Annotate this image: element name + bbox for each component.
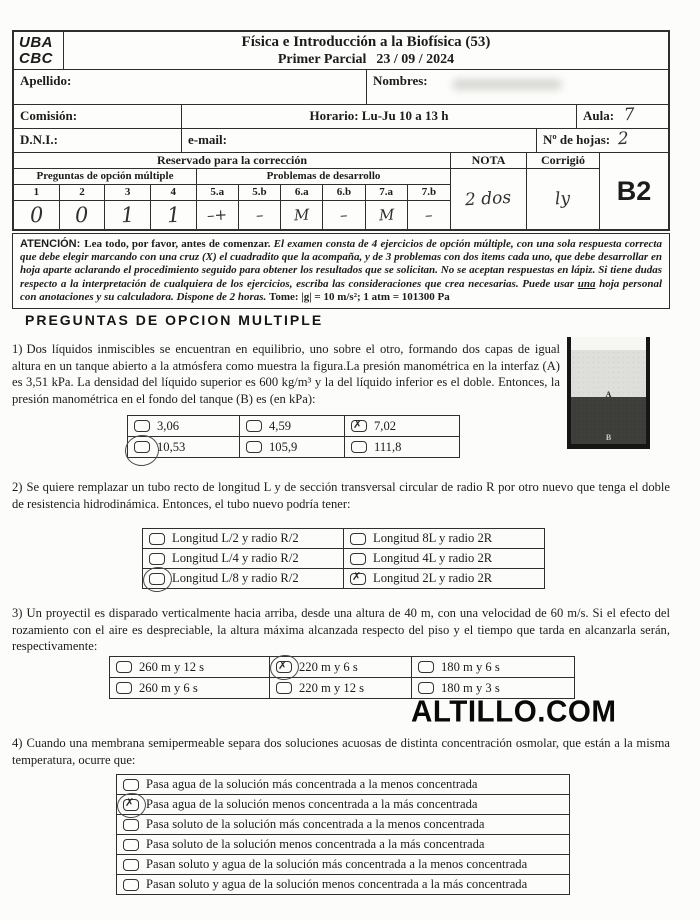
question-4-text <box>12 735 670 768</box>
option <box>350 571 538 586</box>
nota-cell <box>451 153 527 229</box>
option <box>149 551 337 566</box>
mark-q4 <box>151 201 197 229</box>
mark-5b <box>239 201 281 229</box>
checkbox-icon <box>351 441 367 453</box>
option-label: Pasa agua de la solución menos concentrada a la más concentrada <box>146 797 478 811</box>
option-label: 220 m y 6 s <box>299 659 358 674</box>
question-3-number: 3) <box>12 606 23 620</box>
altillo-watermark: ALTILLO.COM <box>410 695 617 729</box>
mark-6b <box>323 201 365 229</box>
option <box>276 681 405 696</box>
checkbox-icon <box>134 441 150 453</box>
exam-subtitle <box>64 52 668 68</box>
question-4-number: 4) <box>12 736 23 750</box>
question-3-text <box>12 605 670 655</box>
checkbox-icon <box>116 682 132 694</box>
option-label: Longitud L/4 y radio R/2 <box>172 551 299 565</box>
option <box>149 571 337 586</box>
option-label: Pasa soluto de la solución más concentrada a la menos concentrada <box>146 817 485 831</box>
mark-7b-value: – <box>424 205 434 225</box>
mark-6a-value: M <box>293 205 310 225</box>
option-label: 180 m y 6 s <box>441 659 500 674</box>
col-5b: 5.b <box>239 185 281 200</box>
option <box>350 551 538 566</box>
checkbox-icon <box>350 570 366 585</box>
option-label: Longitud 4L y radio 2R <box>373 551 493 565</box>
attention-lead: Lea todo, por favor, antes de comenzar. <box>84 238 271 250</box>
option <box>246 440 338 455</box>
comision-row <box>14 105 668 129</box>
question-4-body: Cuando una membrana semipermeable separa dos soluciones acuosas de distinta concentración osmolar, que están a la misma temperatura, ocurre que: <box>12 736 670 767</box>
option <box>123 817 563 832</box>
x-mark-icon: ✗ <box>125 796 135 809</box>
x-mark-icon: ✗ <box>353 417 363 431</box>
aula-field <box>577 105 668 128</box>
nota-handwritten-value: 2 dos <box>464 187 513 211</box>
checkbox-icon <box>418 682 434 694</box>
option-label: Pasa agua de la solución más concentrada a la menos concentrada <box>146 777 478 791</box>
checkbox-icon <box>123 819 139 831</box>
option-label: Pasa soluto de la solución menos concentrada a la más concentrada <box>146 837 485 851</box>
aula-handwritten-value: 7 <box>623 104 636 126</box>
logo-line-cbc: CBC <box>19 49 53 67</box>
question-3-options-table <box>109 656 575 699</box>
course-title: Física e Introducción a la Biofísica (53) <box>241 34 491 50</box>
corrector-signature: ly <box>554 188 572 210</box>
mark-q1-value: 0 <box>29 202 44 228</box>
nombres-field <box>367 70 668 104</box>
col-7a: 7.a <box>366 185 408 200</box>
option-label: 4,59 <box>269 418 292 433</box>
mark-q4-value: 1 <box>165 202 181 228</box>
table-row <box>117 775 570 795</box>
mark-q2-value: 0 <box>74 202 90 228</box>
option <box>123 837 563 852</box>
checkbox-icon <box>149 533 165 545</box>
mark-5a <box>197 201 239 229</box>
checkbox-icon <box>350 553 366 565</box>
col-6a: 6.a <box>281 185 323 200</box>
option <box>149 531 337 546</box>
apellido-field: Apellido: <box>14 70 367 104</box>
mark-7b <box>408 201 450 229</box>
question-1-number: 1) <box>12 342 23 356</box>
option-label: 10,53 <box>157 439 186 454</box>
checkbox-icon <box>123 879 139 891</box>
checkbox-icon <box>123 839 139 851</box>
nota-value-area <box>451 169 526 229</box>
grid-subheaders <box>14 169 450 185</box>
option <box>134 419 233 434</box>
table-row <box>128 437 460 458</box>
checkbox-icon <box>276 682 292 694</box>
option <box>116 681 263 696</box>
interface-label-a: A <box>605 390 612 399</box>
section-title: PREGUNTAS DE OPCION MULTIPLE <box>25 312 324 328</box>
option-label: 180 m y 3 s <box>441 680 500 695</box>
mark-q3 <box>105 201 151 229</box>
checkbox-icon <box>351 417 367 432</box>
question-4-options-table <box>116 774 570 895</box>
nombres-label: Nombres: <box>373 73 428 88</box>
checkbox-icon <box>134 420 150 432</box>
reserved-title: Reservado para la corrección <box>14 153 450 169</box>
table-row <box>143 569 545 589</box>
mark-5b-value: – <box>255 205 264 225</box>
option-label: 260 m y 6 s <box>139 680 198 695</box>
option <box>123 777 563 792</box>
mark-6a <box>281 201 323 229</box>
option-label: Longitud 8L y radio 2R <box>373 531 493 545</box>
question-1-text <box>12 341 560 407</box>
checkbox-icon <box>418 661 434 673</box>
horario-field: Horario: Lu-Ju 10 a 13 h <box>182 105 577 128</box>
grid-column-numbers <box>14 185 450 201</box>
option-label: 111,8 <box>374 439 402 454</box>
table-row <box>117 875 570 895</box>
option <box>116 660 263 675</box>
checkbox-icon <box>246 441 262 453</box>
exam-name: Primer Parcial <box>277 52 367 67</box>
course-title-cell <box>64 32 668 69</box>
option <box>276 660 405 675</box>
question-1-body: Dos líquidos inmiscibles se encuentran en equilibrio, uno sobre el otro, formando dos capas de igual altura en un tanque abierto a la atmósfera como muestra la figura.La presión manométrica en la interfaz (A) es 3,51 kPa. La densidad del líquido superior es 600 kg/m³ y la del líquido inferior es el doble. Entonces, la presión manométrica en el fondo del tanque (B) es (en kPa): <box>12 342 560 406</box>
x-mark-icon: ✗ <box>352 570 362 583</box>
option-label: Longitud L/2 y radio R/2 <box>172 531 299 545</box>
exam-header-form <box>12 30 670 231</box>
corrigio-label: Corrigió <box>527 153 599 169</box>
dni-field: D.N.I.: <box>14 129 182 152</box>
corrigio-cell <box>527 153 600 229</box>
dev-header: Problemas de desarrollo <box>266 170 381 182</box>
hojas-label: Nº de hojas: <box>543 132 611 147</box>
table-row <box>110 657 575 678</box>
question-1-options-table <box>127 415 460 458</box>
option-label: 105,9 <box>269 439 298 454</box>
name-row <box>14 70 668 105</box>
checkbox-icon <box>116 661 132 673</box>
mark-q1 <box>14 201 60 229</box>
attention-constants: Tome: |g| = 10 m/s²; 1 atm = 101300 Pa <box>269 290 450 303</box>
mark-7a-value: M <box>378 205 395 225</box>
comision-field: Comisión: <box>14 105 182 128</box>
option-label: Pasan soluto y agua de la solución menos concentrada a la más concentrada <box>146 877 528 891</box>
option-label: 260 m y 12 s <box>139 659 205 674</box>
option <box>350 531 538 546</box>
option <box>134 440 233 455</box>
table-row <box>117 795 570 815</box>
col-7b: 7.b <box>421 186 437 198</box>
checkbox-icon <box>246 420 262 432</box>
attention-box <box>12 233 670 309</box>
pen-circle-icon <box>123 433 161 468</box>
table-row <box>117 855 570 875</box>
correction-grid-left <box>14 153 451 229</box>
dni-row <box>14 129 668 153</box>
question-2-body: Se quiere remplazar un tubo recto de longitud L y de sección transversal circular de radio R por otro nuevo que tenga el doble de resistencia hidrodinámica. Entonces, el tubo nuevo podría tener: <box>12 480 670 511</box>
hojas-field <box>537 129 668 152</box>
attention-label: ATENCIÓN: <box>20 238 81 250</box>
exam-date: 23 / 09 / 2024 <box>376 52 455 67</box>
checkbox-icon <box>123 859 139 871</box>
correction-grid <box>14 153 668 229</box>
checkbox-icon <box>149 573 165 585</box>
mark-q2 <box>60 201 106 229</box>
option <box>123 857 563 872</box>
mark-6b-value: – <box>339 205 349 225</box>
mc-header: Preguntas de opción múltiple <box>14 169 197 184</box>
option-label: Pasan soluto y agua de la solución más concentrada a la menos concentrada <box>146 857 528 871</box>
option <box>246 419 338 434</box>
option-label: 3,06 <box>157 418 180 433</box>
pen-circle-icon <box>141 565 173 594</box>
email-field: e-mail: <box>182 129 537 152</box>
grid-handwritten-marks <box>14 201 450 229</box>
title-row <box>14 32 668 70</box>
mark-5a-value: –+ <box>206 205 228 225</box>
option-label: Longitud 2L y radio 2R <box>373 571 493 585</box>
question-2-number: 2) <box>12 480 23 494</box>
option <box>418 681 568 696</box>
bottom-label-b: B <box>605 433 612 442</box>
option-label: Longitud L/8 y radio R/2 <box>172 571 299 585</box>
option <box>418 660 568 675</box>
table-row <box>143 529 545 549</box>
question-3-body: Un proyectil es disparado verticalmente hacia arriba, desde una altura de 40 m, con una velocidad de 60 m/s. Si el efecto del rozamiento con el aire es despreciable, la altura máxima alcanzada respecto del piso y el tiempo que tarda en alcanzarla serán, respectivamente: <box>12 606 670 654</box>
hojas-handwritten-value: 2 <box>617 128 630 150</box>
table-row <box>128 416 460 437</box>
option <box>123 877 563 892</box>
checkbox-icon <box>123 796 139 811</box>
redacted-handwriting <box>452 79 562 90</box>
col-3: 3 <box>105 185 151 200</box>
mark-7a <box>366 201 408 229</box>
attention-body-2: hoja personal con anotaciones y su calculadora. Dispone de 2 horas. <box>20 277 663 303</box>
checkbox-icon <box>123 779 139 791</box>
option-label: 7,02 <box>374 418 397 433</box>
table-row <box>117 815 570 835</box>
option <box>123 797 563 812</box>
nota-label: NOTA <box>451 153 526 169</box>
checkbox-icon <box>276 658 292 673</box>
topic-code: B2 <box>616 175 652 206</box>
checkbox-icon <box>350 533 366 545</box>
uba-cbc-logo <box>14 32 64 69</box>
x-mark-icon: ✗ <box>278 658 288 672</box>
question-2-text <box>12 479 670 512</box>
corrigio-value-area <box>527 169 599 229</box>
aula-label: Aula: <box>583 108 615 123</box>
col-2: 2 <box>60 185 106 200</box>
option-label: 220 m y 12 s <box>299 680 365 695</box>
tank-figure <box>567 337 650 449</box>
col-6b: 6.b <box>323 185 365 200</box>
table-row <box>143 549 545 569</box>
logo-line-uba: UBA <box>19 33 53 51</box>
option <box>351 419 453 434</box>
col-5a: 5.a <box>197 185 239 200</box>
mark-q3-value: 1 <box>120 202 135 228</box>
question-2-options-table <box>142 528 545 589</box>
table-row <box>117 835 570 855</box>
attention-una-underlined: una <box>577 277 596 290</box>
col-4: 4 <box>151 185 197 200</box>
attention-body-1: El examen consta de 4 ejercicios de opción múltiple, con una sola respuesta correcta que debe elegir marcando con una cruz (X) el cuadradito que la acompaña, y de 3 problemas con dos items cada uno, que debe desarrollar en hoja aparte aclarando el procedimiento seguido para obtener los resultados que se solicitan. No se aceptan respuestas en lápiz. Si tiene dudas respecto a la interpretación de cualquiera de los ejercicios, escriba las consideraciones que crea necesarias. Puede usar <box>20 238 662 290</box>
option <box>351 440 453 455</box>
col-1: 1 <box>14 185 60 200</box>
checkbox-icon <box>149 553 165 565</box>
